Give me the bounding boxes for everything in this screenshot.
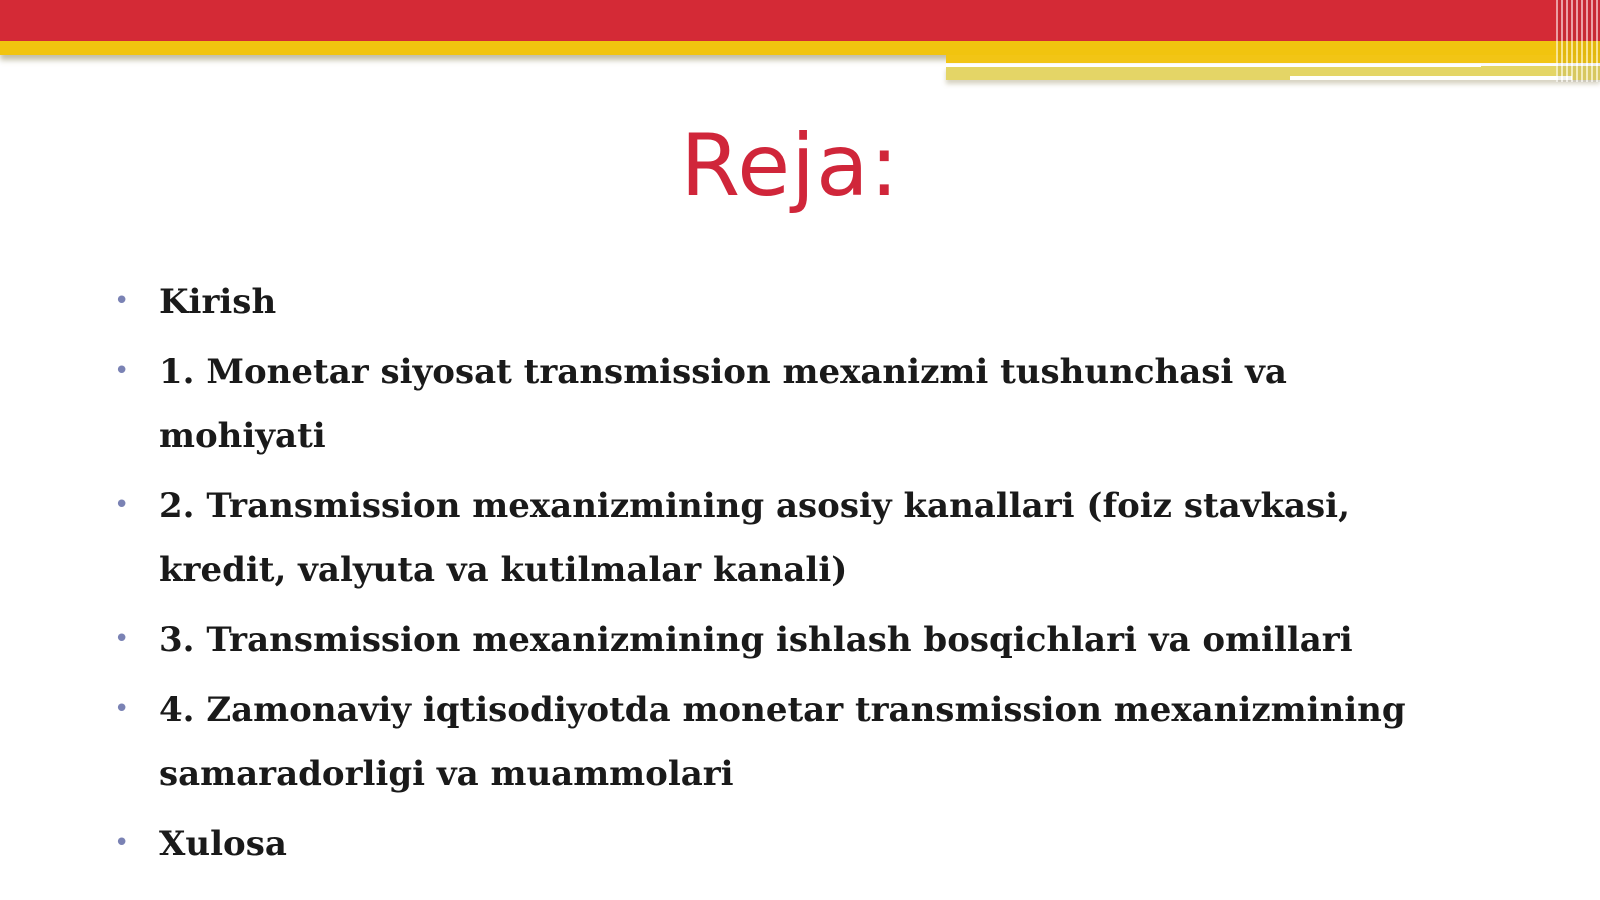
list-item-text: Xulosa: [159, 824, 287, 864]
bullet-icon: •: [114, 624, 130, 654]
header-white-stripe: [946, 64, 1481, 67]
list-item-text: 3. Transmission mexanizmining ishlash bosqichlari va omillari: [159, 620, 1353, 660]
list-item-text: 1. Monetar siyosat transmission mexanizmi tushunchasi va mohiyati: [159, 352, 1287, 456]
list-item: [114, 270, 1454, 334]
header-white-stripe-short: [1290, 76, 1572, 80]
header-yellow-accent: [946, 55, 1600, 63]
bullet-icon: •: [114, 694, 130, 724]
bullet-icon: •: [114, 356, 130, 386]
list-item: [114, 608, 1454, 672]
slide-title: Reja:: [680, 116, 900, 216]
header-edge-stripes: [1556, 0, 1600, 82]
list-item: [114, 340, 1454, 468]
header-yellow-band: [0, 41, 1600, 55]
list-item: [114, 678, 1454, 806]
list-item: [114, 812, 1454, 876]
list-item-text: Kirish: [159, 282, 277, 322]
list-item-text: 2. Transmission mexanizmining asosiy kanallari (foiz stavkasi, kredit, valyuta va kutilmalar kanali): [159, 486, 1350, 590]
bullet-icon: •: [114, 490, 130, 520]
header-red-band: [0, 0, 1600, 41]
bullet-icon: •: [114, 286, 130, 316]
bullet-icon: •: [114, 828, 130, 858]
list-item: [114, 474, 1454, 602]
plan-list: [114, 270, 1454, 882]
list-item-text: 4. Zamonaviy iqtisodiyotda monetar transmission mexanizmining samaradorligi va muammolari: [159, 690, 1406, 794]
